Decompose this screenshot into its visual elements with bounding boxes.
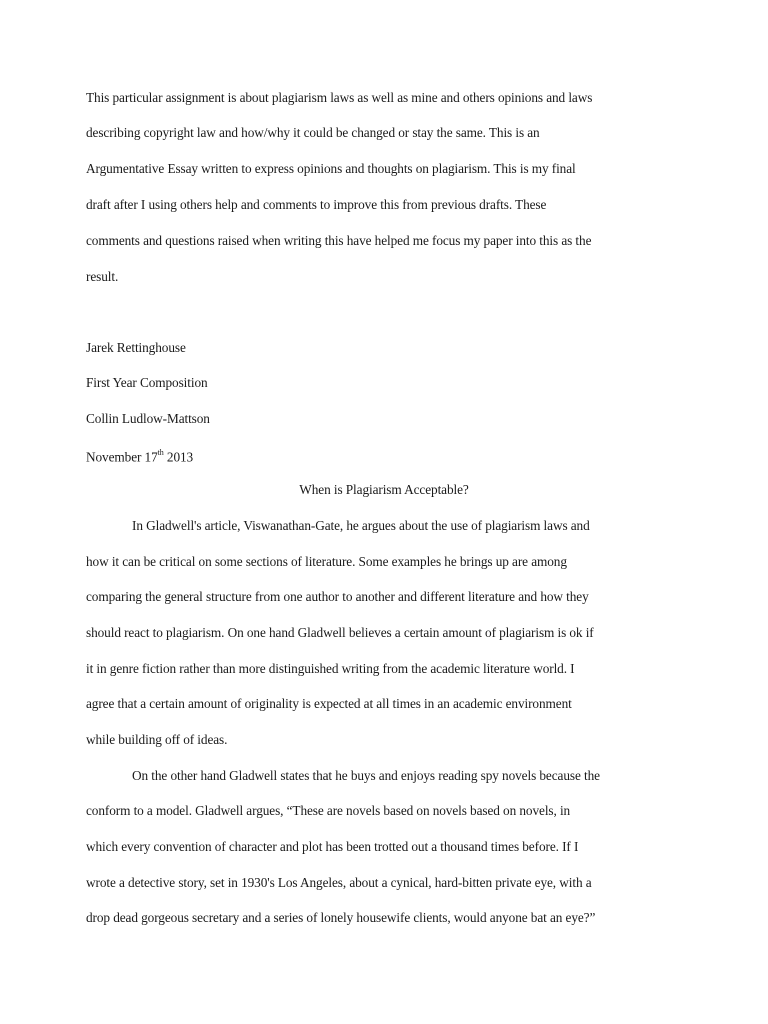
intro-line-5: comments and questions raised when writing this have helped me focus my paper into this as the	[86, 233, 592, 248]
paragraph2-line-4: wrote a detective story, set in 1930's Los Angeles, about a cynical, hard-bitten private eye, with a	[86, 875, 592, 890]
paragraph1-line-4: should react to plagiarism. On one hand Gladwell believes a certain amount of plagiarism is ok if	[86, 625, 594, 640]
essay-date	[86, 446, 193, 465]
paragraph1-line-6: agree that a certain amount of originality is expected at all times in an academic environment	[86, 696, 572, 711]
author-name: Jarek Rettinghouse	[86, 340, 186, 355]
intro-line-1: This particular assignment is about plagiarism laws as well as mine and others opinions and laws	[86, 90, 593, 105]
paragraph2-line-5: drop dead gorgeous secretary and a series of lonely housewife clients, would anyone bat an eye?”	[86, 910, 596, 925]
intro-line-3: Argumentative Essay written to express opinions and thoughts on plagiarism. This is my final	[86, 161, 576, 176]
intro-line-4: draft after I using others help and comments to improve this from previous drafts. These	[86, 197, 547, 212]
intro-line-2: describing copyright law and how/why it could be changed or stay the same. This is an	[86, 125, 540, 140]
paragraph2-line-3: which every convention of character and plot has been trotted out a thousand times before. If I	[86, 839, 579, 854]
paragraph2-line-1: On the other hand Gladwell states that he buys and enjoys reading spy novels because the	[132, 768, 600, 783]
date-month-day: November 17	[86, 449, 158, 465]
paragraph1-line-1: In Gladwell's article, Viswanathan-Gate, he argues about the use of plagiarism laws and	[132, 518, 590, 533]
paragraph1-line-3: comparing the general structure from one author to another and different literature and how they	[86, 589, 589, 604]
date-year: 2013	[163, 449, 194, 465]
instructor-name: Collin Ludlow-Mattson	[86, 411, 210, 426]
paragraph2-line-2: conform to a model. Gladwell argues, “These are novels based on novels based on novels, in	[86, 803, 571, 818]
course-name: First Year Composition	[86, 375, 208, 390]
date-ordinal-suffix: th	[157, 448, 164, 457]
paragraph1-line-2: how it can be critical on some sections of literature. Some examples he brings up are among	[86, 554, 567, 569]
intro-line-6: result.	[86, 269, 119, 284]
paragraph1-line-7: while building off of ideas.	[86, 732, 228, 747]
paragraph1-line-5: it in genre fiction rather than more distinguished writing from the academic literature world. I	[86, 661, 575, 676]
essay-title: When is Plagiarism Acceptable?	[299, 482, 469, 497]
